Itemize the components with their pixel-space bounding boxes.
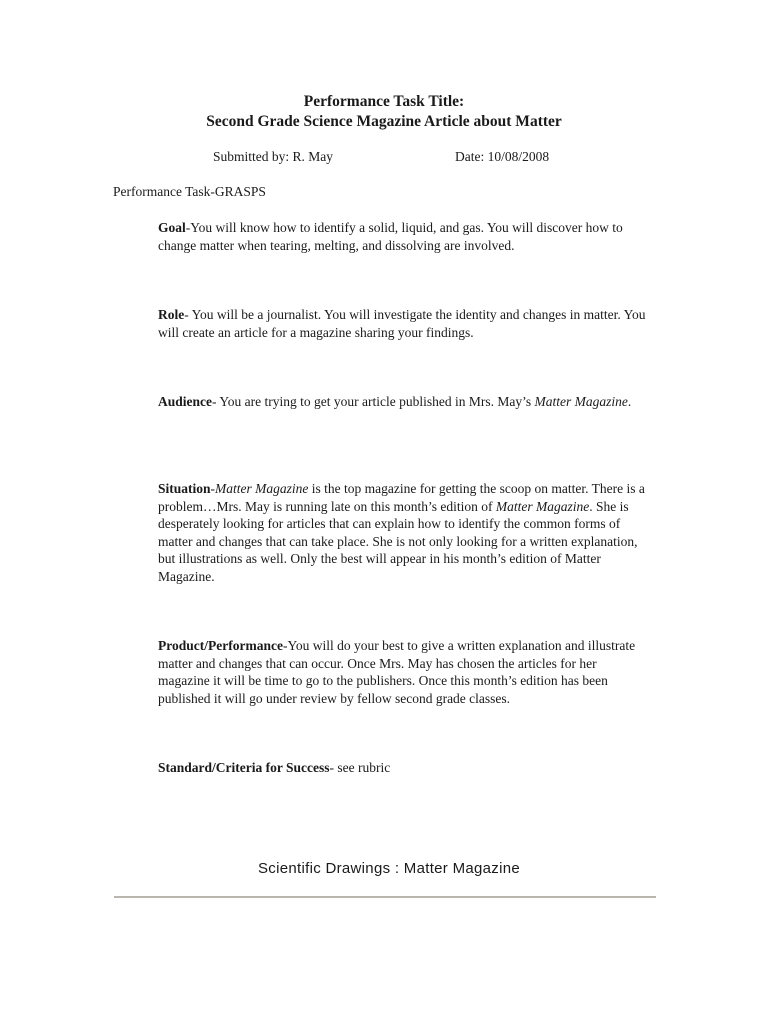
goal-section: [158, 219, 648, 254]
footer-divider: [114, 896, 656, 898]
situation-magazine-name-2: Matter Magazine: [495, 498, 590, 514]
submitted-by: Submitted by: R. May: [213, 149, 334, 164]
situation-section: [158, 480, 648, 585]
audience-section: [158, 393, 648, 411]
role-label: Role: [158, 307, 185, 322]
audience-end: .: [627, 394, 632, 409]
standard-text: - see rubric: [329, 760, 391, 775]
goal-label: Goal: [158, 220, 186, 235]
task-heading: Performance Task-GRASPS: [113, 184, 266, 199]
title-line-2: Second Grade Science Magazine Article about Matter: [206, 113, 562, 130]
audience-text: - You are trying to get your article published in Mrs. May’s: [212, 394, 535, 409]
title-line-1: Performance Task Title:: [303, 93, 465, 110]
audience-label: Audience: [158, 394, 212, 409]
situation-text-1: is the top magazine for getting the scoop on matter. There is a problem…Mrs. May is running late on this month’s edition of: [158, 481, 645, 514]
goal-text: -You will know how to identify a solid, liquid, and gas. You will discover how to change matter when tearing, melting, and dissolving are involved.: [158, 220, 623, 253]
situation-label: Situation: [158, 481, 211, 496]
situation-dash: -: [210, 481, 216, 496]
product-text: -You will do your best to give a written explanation and illustrate matter and changes that can occur. Once Mrs. May has chosen the articles for her magazine it will be time to go to the publishers. Once this month’s edition has been published it will go under review by fellow second grade classes.: [158, 638, 636, 706]
standard-label: Standard/Criteria for Success: [158, 760, 330, 775]
situation-text-2: . She is desperately looking for articles that can explain how to identify the common forms of matter and changes that can take place. She is not only looking for a written explanation, but illustrations as well. Only the best will appear in his month’s edition of Matter Magazine.: [158, 498, 638, 584]
role-text: - You will be a journalist. You will investigate the identity and changes in matter. You will create an article for a magazine sharing your findings.: [158, 307, 646, 340]
product-label: Product/Performance: [158, 638, 283, 653]
standard-section: [158, 759, 648, 777]
footer-title: Scientific Drawings : Matter Magazine: [257, 860, 521, 877]
product-section: [158, 637, 648, 707]
role-section: [158, 306, 648, 341]
document-title: [0, 92, 768, 132]
situation-magazine-name-1: Matter Magazine: [215, 481, 309, 496]
date-line: Date: 10/08/2008: [455, 149, 550, 164]
audience-magazine-name: Matter Magazine: [534, 394, 628, 409]
